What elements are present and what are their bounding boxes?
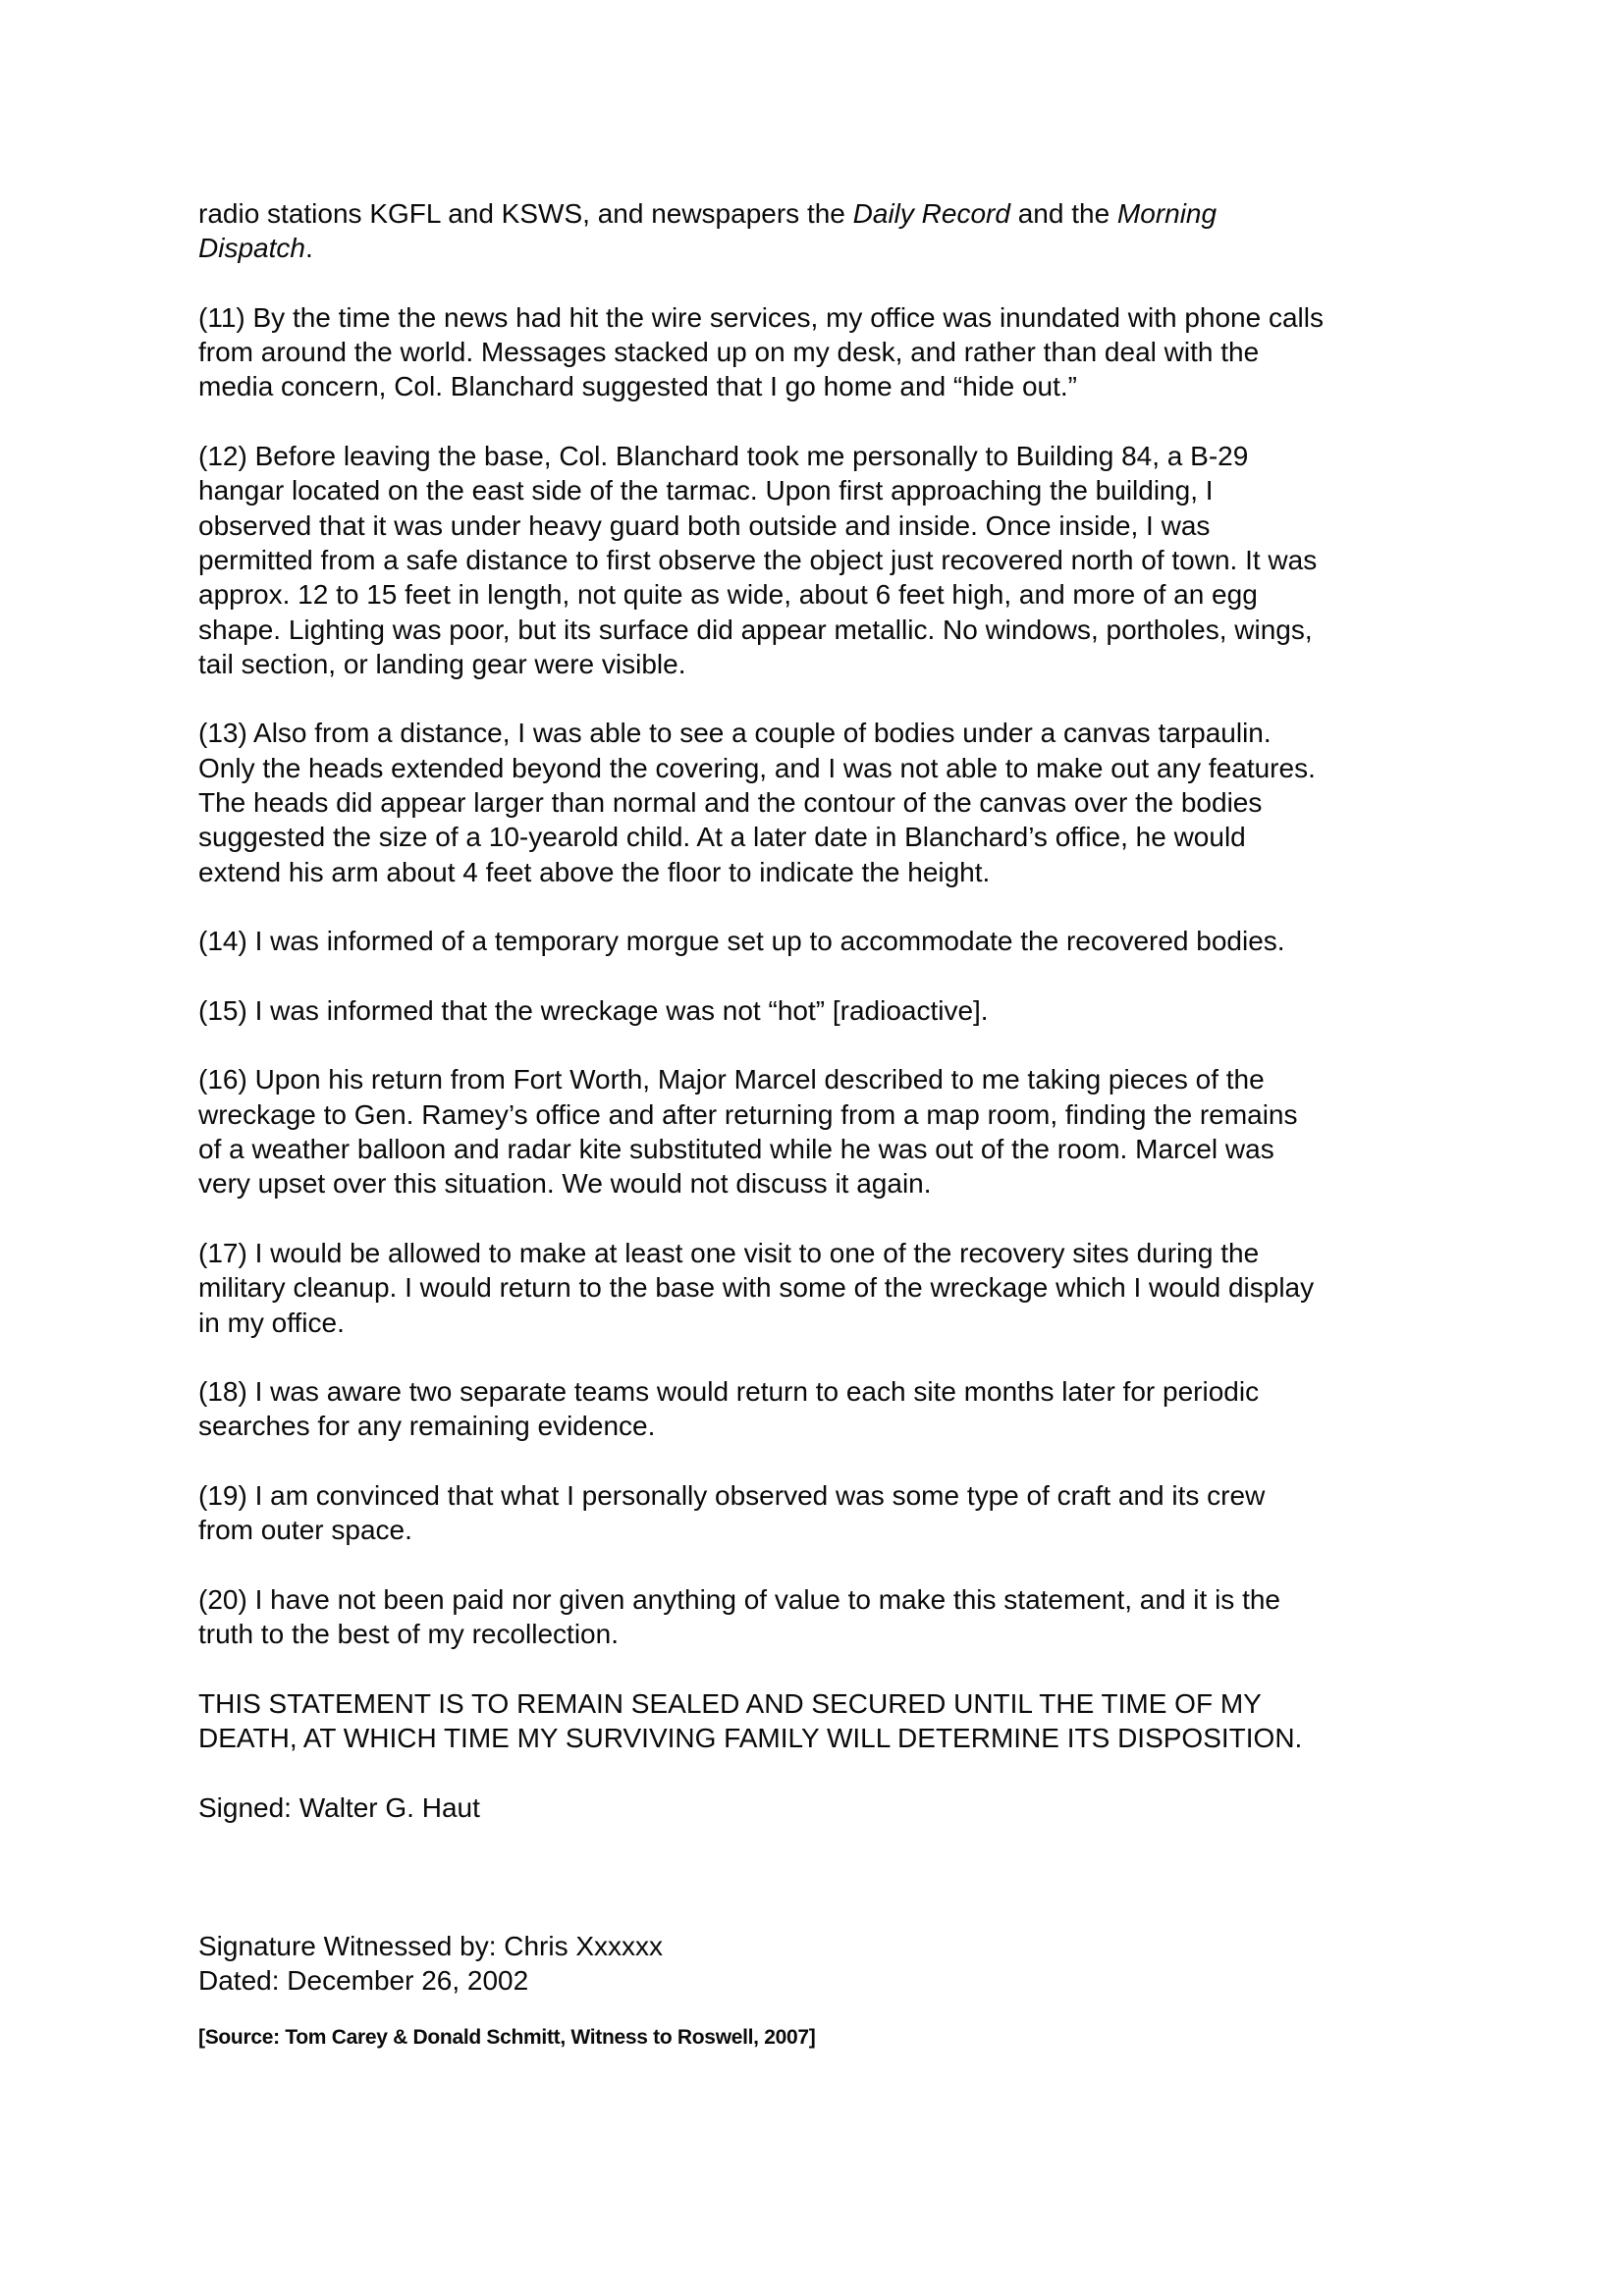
signature-block	[198, 1790, 1455, 1825]
paragraph-p18	[198, 1374, 1455, 1444]
text-line	[198, 613, 1455, 647]
text-segment: military cleanup. I would return to the base with some of the wreckage which I would display	[198, 1272, 1315, 1304]
paragraph-p15	[198, 993, 1455, 1028]
text-line	[198, 1374, 1455, 1409]
text-segment: permitted from a safe distance to first observe the object just recovered north of town. It was	[198, 544, 1318, 575]
text-segment: Only the heads extended beyond the covering, and I was not able to make out any features.	[198, 752, 1316, 783]
text-segment: shape. Lighting was poor, but its surface did appear metallic. No windows, portholes, wings,	[198, 614, 1313, 645]
paragraph-p17	[198, 1236, 1455, 1340]
text-segment: (14) I was informed of a temporary morgue set up to accommodate the recovered bodies.	[198, 926, 1285, 957]
text-segment: very upset over this situation. We would not discuss it again.	[198, 1168, 932, 1200]
text-segment: wreckage to Gen. Ramey’s office and after returning from a map room, finding the remains	[198, 1098, 1298, 1130]
text-line	[198, 993, 1455, 1028]
text-segment: (17) I would be allowed to make at least one visit to one of the recovery sites during the	[198, 1237, 1260, 1268]
italic-text-segment: Dispatch	[198, 233, 305, 264]
paragraph-p13	[198, 716, 1455, 888]
dated-line: Dated: December 26, 2002	[198, 1965, 529, 1997]
text-segment: (15) I was informed that the wreckage was not “hot” [radioactive].	[198, 994, 989, 1026]
text-line	[198, 577, 1455, 612]
text-line	[198, 1166, 1455, 1201]
text-line	[198, 924, 1455, 958]
text-segment: (18) I was aware two separate teams would return to each site months later for periodic	[198, 1376, 1260, 1408]
paragraph-p14	[198, 924, 1455, 958]
text-segment: (13) Also from a distance, I was able to see a couple of bodies under a canvas tarpaulin.	[198, 718, 1272, 749]
text-line	[198, 1686, 1455, 1721]
text-line	[198, 1270, 1455, 1305]
witness-line: Signature Witnessed by: Chris Xxxxxx	[198, 1930, 664, 1961]
text-line	[198, 543, 1455, 577]
text-segment: (12) Before leaving the base, Col. Blanchard took me personally to Building 84, a B-29	[198, 441, 1249, 472]
text-segment: DEATH, AT WHICH TIME MY SURVIVING FAMILY WILL DETERMINE ITS DISPOSITION.	[198, 1723, 1303, 1754]
text-segment: and the	[1009, 198, 1117, 229]
text-line	[198, 1132, 1455, 1166]
text-segment: (19) I am convinced that what I personally observed was some type of craft and its crew	[198, 1479, 1266, 1511]
text-segment: from around the world. Messages stacked up on my desk, and rather than deal with the	[198, 337, 1260, 368]
text-line	[198, 1409, 1455, 1443]
paragraph-list	[198, 196, 1455, 1755]
text-line	[198, 855, 1455, 889]
text-segment: approx. 12 to 15 feet in length, not quite as wide, about 6 feet high, and more of an egg	[198, 579, 1258, 611]
text-line	[198, 439, 1455, 473]
text-segment: hangar located on the east side of the tarmac. Upon first approaching the building, I	[198, 475, 1214, 507]
text-segment: of a weather balloon and radar kite substituted while he was out of the room. Marcel was	[198, 1134, 1274, 1165]
text-line	[198, 473, 1455, 507]
text-segment: (11) By the time the news had hit the wire services, my office was inundated with phone calls	[198, 301, 1324, 333]
text-segment: tail section, or landing gear were visible.	[198, 648, 686, 679]
source-citation: [Source: Tom Carey & Donald Schmitt, Witness to Roswell, 2007]	[198, 2026, 816, 2050]
paragraph-sealed-notice	[198, 1686, 1455, 1756]
witness-block	[198, 1929, 1455, 2054]
text-line	[198, 1236, 1455, 1270]
text-segment: truth to the best of my recollection.	[198, 1619, 619, 1650]
signed-line: Signed: Walter G. Haut	[198, 1791, 480, 1823]
text-line	[198, 369, 1455, 403]
paragraph-p19	[198, 1478, 1455, 1548]
text-segment: observed that it was under heavy guard both outside and inside. Once inside, I was	[198, 509, 1211, 541]
paragraph-p16	[198, 1062, 1455, 1201]
text-line	[198, 1306, 1455, 1340]
text-line	[198, 820, 1455, 854]
text-segment: searches for any remaining evidence.	[198, 1411, 656, 1442]
text-line	[198, 196, 1455, 231]
text-line	[198, 231, 1455, 265]
paragraph-p10-cont	[198, 196, 1455, 266]
text-segment: suggested the size of a 10-yearold child. At a later date in Blanchard’s office, he would	[198, 822, 1246, 853]
text-line	[198, 1617, 1455, 1651]
text-segment: media concern, Col. Blanchard suggested that I go home and “hide out.”	[198, 371, 1077, 402]
text-line	[198, 508, 1455, 543]
paragraph-p12	[198, 439, 1455, 681]
text-segment: in my office.	[198, 1307, 345, 1338]
text-segment: THIS STATEMENT IS TO REMAIN SEALED AND SECURED UNTIL THE TIME OF MY	[198, 1687, 1262, 1719]
text-segment: (20) I have not been paid nor given anything of value to make this statement, and it is the	[198, 1583, 1281, 1615]
text-line	[198, 647, 1455, 681]
statement-body	[198, 196, 1455, 2053]
text-segment: .	[304, 233, 313, 264]
text-line	[198, 1062, 1455, 1096]
paragraph-p20	[198, 1582, 1455, 1652]
text-line	[198, 1478, 1455, 1513]
text-line	[198, 1097, 1455, 1132]
text-line	[198, 1582, 1455, 1617]
text-line	[198, 785, 1455, 820]
text-segment: radio stations KGFL and KSWS, and newspapers the	[198, 198, 853, 229]
text-line	[198, 1721, 1455, 1755]
italic-text-segment: Morning	[1116, 198, 1218, 229]
text-segment: The heads did appear larger than normal and the contour of the canvas over the bodies	[198, 787, 1263, 819]
text-line	[198, 300, 1455, 335]
text-line	[198, 716, 1455, 750]
paragraph-p11	[198, 300, 1455, 404]
italic-text-segment: Daily Record	[852, 198, 1010, 229]
text-segment: extend his arm about 4 feet above the floor to indicate the height.	[198, 856, 991, 887]
text-line	[198, 335, 1455, 369]
text-line	[198, 1513, 1455, 1547]
text-segment: (16) Upon his return from Fort Worth, Major Marcel described to me taking pieces of the	[198, 1064, 1265, 1095]
text-segment: from outer space.	[198, 1515, 412, 1546]
text-line	[198, 751, 1455, 785]
